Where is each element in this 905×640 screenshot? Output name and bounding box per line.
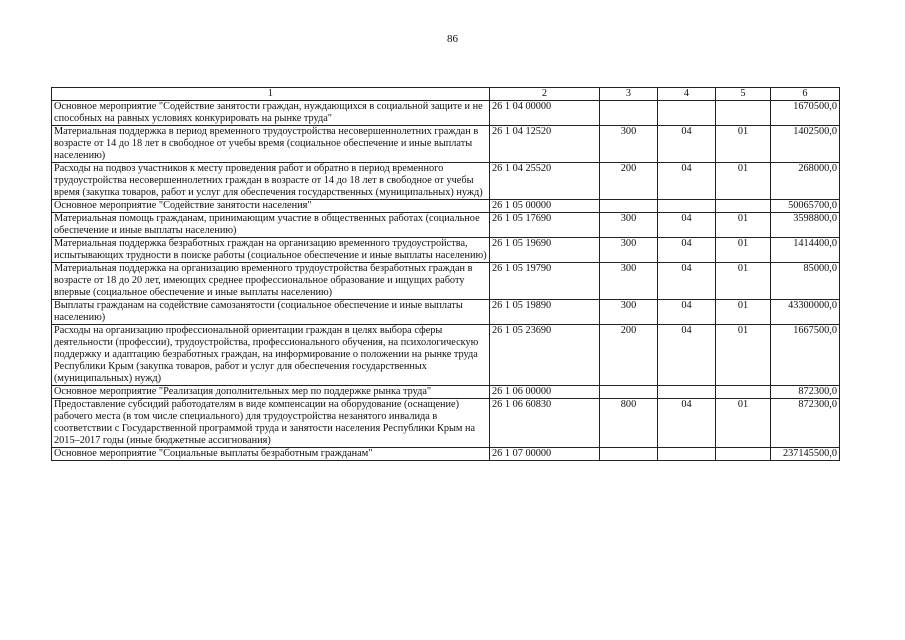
amount-cell: 3598800,0 xyxy=(771,213,840,238)
target-code-cell: 26 1 04 12520 xyxy=(490,126,600,163)
section-cell: 04 xyxy=(658,238,716,263)
subsection-cell: 01 xyxy=(716,213,771,238)
subsection-cell: 01 xyxy=(716,126,771,163)
table-row xyxy=(52,126,840,163)
subsection-cell: 01 xyxy=(716,325,771,386)
amount-cell: 872300,0 xyxy=(771,386,840,399)
amount-cell: 85000,0 xyxy=(771,263,840,300)
column-header: 1 xyxy=(52,88,490,101)
expense-type-cell: 300 xyxy=(600,126,658,163)
table-row xyxy=(52,325,840,386)
target-code-cell: 26 1 05 17690 xyxy=(490,213,600,238)
section-cell: 04 xyxy=(658,325,716,386)
item-name-cell: Основное мероприятие "Содействие занятости граждан, нуждающихся в социальной защите и не способных на равных условиях конкурировать на рынке труда" xyxy=(52,101,490,126)
amount-cell: 237145500,0 xyxy=(771,448,840,461)
table-row xyxy=(52,300,840,325)
amount-cell: 50065700,0 xyxy=(771,200,840,213)
budget-table xyxy=(51,87,840,461)
page-number: 86 xyxy=(447,33,458,45)
amount-cell: 1402500,0 xyxy=(771,126,840,163)
column-header: 4 xyxy=(658,88,716,101)
expense-type-cell: 200 xyxy=(600,325,658,386)
amount-cell: 268000,0 xyxy=(771,163,840,200)
subsection-cell: 01 xyxy=(716,163,771,200)
amount-cell: 43300000,0 xyxy=(771,300,840,325)
table-row xyxy=(52,238,840,263)
target-code-cell: 26 1 05 00000 xyxy=(490,200,600,213)
item-name-cell: Выплаты гражданам на содействие самозанятости (социальное обеспечение и иные выплаты населению) xyxy=(52,300,490,325)
subsection-cell xyxy=(716,386,771,399)
section-cell xyxy=(658,200,716,213)
expense-type-cell: 300 xyxy=(600,263,658,300)
section-cell: 04 xyxy=(658,263,716,300)
section-cell: 04 xyxy=(658,300,716,325)
table-row xyxy=(52,386,840,399)
expense-type-cell: 200 xyxy=(600,163,658,200)
item-name-cell: Основное мероприятие "Социальные выплаты безработным гражданам" xyxy=(52,448,490,461)
section-cell xyxy=(658,448,716,461)
header-row xyxy=(52,88,840,101)
subsection-cell: 01 xyxy=(716,300,771,325)
item-name-cell: Материальная поддержка в период временного трудоустройства несовершеннолетних граждан в возрасте от 14 до 18 лет в свободное от учебы время (социальное обеспечение и иные выплаты населению) xyxy=(52,126,490,163)
expense-type-cell xyxy=(600,448,658,461)
item-name-cell: Предоставление субсидий работодателям в виде компенсации на оборудование (оснащение) рабочего места (в том числе специального) для трудоустройства незанятого инвалида в соответствии с Государственной программой труда и занятости населения Республики Крым на 2015–2017 годы (иные бюджетные ассигнования) xyxy=(52,399,490,448)
column-header: 2 xyxy=(490,88,600,101)
subsection-cell: 01 xyxy=(716,238,771,263)
target-code-cell: 26 1 05 19790 xyxy=(490,263,600,300)
target-code-cell: 26 1 04 25520 xyxy=(490,163,600,200)
section-cell: 04 xyxy=(658,213,716,238)
section-cell: 04 xyxy=(658,399,716,448)
table-row xyxy=(52,213,840,238)
table-row xyxy=(52,263,840,300)
item-name-cell: Материальная поддержка на организацию временного трудоустройства безработных граждан в возрасте от 18 до 20 лет, имеющих среднее профессиональное образование и ищущих работу впервые (социальное обеспечение и иные выплаты населению) xyxy=(52,263,490,300)
column-header: 3 xyxy=(600,88,658,101)
expense-type-cell xyxy=(600,200,658,213)
target-code-cell: 26 1 04 00000 xyxy=(490,101,600,126)
section-cell: 04 xyxy=(658,163,716,200)
table-row xyxy=(52,163,840,200)
item-name-cell: Основное мероприятие "Реализация дополнительных мер по поддержке рынка труда" xyxy=(52,386,490,399)
subsection-cell xyxy=(716,200,771,213)
expense-type-cell: 300 xyxy=(600,300,658,325)
expense-type-cell xyxy=(600,101,658,126)
target-code-cell: 26 1 05 23690 xyxy=(490,325,600,386)
amount-cell: 872300,0 xyxy=(771,399,840,448)
column-header: 5 xyxy=(716,88,771,101)
table-row xyxy=(52,101,840,126)
section-cell xyxy=(658,386,716,399)
table-row xyxy=(52,399,840,448)
subsection-cell xyxy=(716,101,771,126)
item-name-cell: Основное мероприятие "Содействие занятости населения" xyxy=(52,200,490,213)
amount-cell: 1414400,0 xyxy=(771,238,840,263)
expense-type-cell: 300 xyxy=(600,213,658,238)
target-code-cell: 26 1 06 00000 xyxy=(490,386,600,399)
subsection-cell: 01 xyxy=(716,399,771,448)
section-cell xyxy=(658,101,716,126)
item-name-cell: Расходы на подвоз участников к месту проведения работ и обратно в период временного трудоустройства несовершеннолетних граждан в возрасте от 14 до 18 лет в свободное от учебы время (закупка товаров, работ и услуг для обеспечения государственных (муниципальных) нужд) xyxy=(52,163,490,200)
target-code-cell: 26 1 05 19890 xyxy=(490,300,600,325)
target-code-cell: 26 1 05 19690 xyxy=(490,238,600,263)
amount-cell: 1667500,0 xyxy=(771,325,840,386)
expense-type-cell: 300 xyxy=(600,238,658,263)
expense-type-cell: 800 xyxy=(600,399,658,448)
table-row xyxy=(52,200,840,213)
target-code-cell: 26 1 07 00000 xyxy=(490,448,600,461)
column-header: 6 xyxy=(771,88,840,101)
target-code-cell: 26 1 06 60830 xyxy=(490,399,600,448)
section-cell: 04 xyxy=(658,126,716,163)
subsection-cell: 01 xyxy=(716,263,771,300)
expense-type-cell xyxy=(600,386,658,399)
subsection-cell xyxy=(716,448,771,461)
amount-cell: 1670500,0 xyxy=(771,101,840,126)
table-row xyxy=(52,448,840,461)
item-name-cell: Расходы на организацию профессиональной ориентации граждан в целях выбора сферы деятельности (профессии), трудоустройства, профессионального обучения, на психологическую поддержку и адаптацию безработных граждан, на информирование о положении на рынке труда Республики Крым (закупка товаров, работ и услуг для обеспечения государственных (муниципальных) нужд) xyxy=(52,325,490,386)
item-name-cell: Материальная поддержка безработных граждан на организацию временного трудоустройства, испытывающих трудности в поиске работы (социальное обеспечение и иные выплаты населению) xyxy=(52,238,490,263)
item-name-cell: Материальная помощь гражданам, принимающим участие в общественных работах (социальное обеспечение и иные выплаты населению) xyxy=(52,213,490,238)
